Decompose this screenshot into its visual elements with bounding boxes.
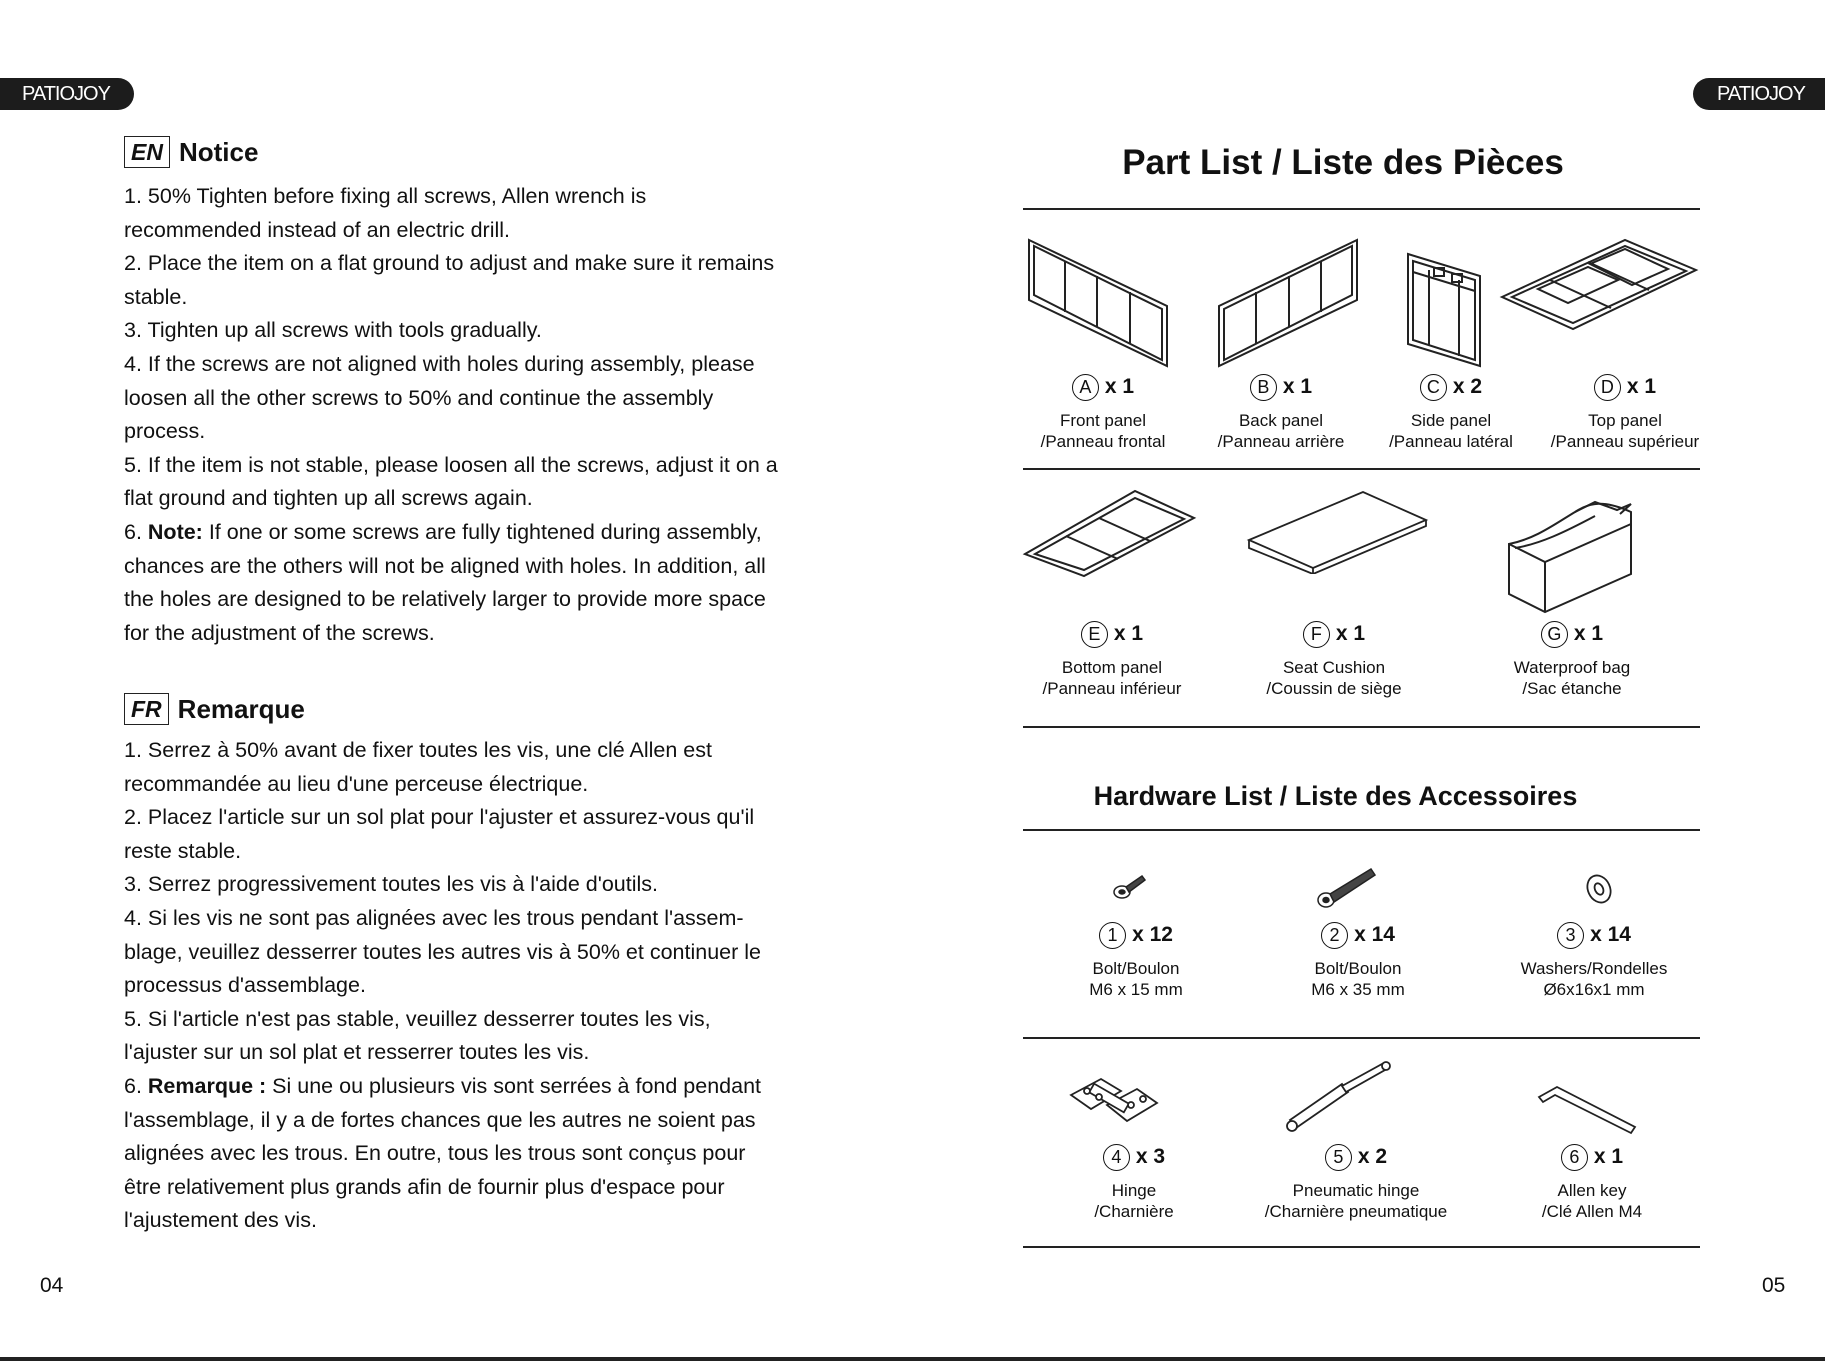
fr-note-prefix: 6. bbox=[124, 1073, 148, 1098]
en-line: for the adjustment of the screws. bbox=[124, 620, 435, 645]
part-item-f bbox=[1234, 619, 1434, 699]
hardware-qty: x 1 bbox=[1593, 1145, 1624, 1168]
part-letter-e: E bbox=[1081, 621, 1108, 648]
hardware-item-5 bbox=[1256, 1142, 1456, 1222]
hardware-qty: x 2 bbox=[1357, 1145, 1388, 1168]
hardware-spec: Ø6x16x1 mm bbox=[1543, 980, 1645, 999]
en-line: 1. 50% Tighten before fixing all screws, Allen wrench is bbox=[124, 184, 647, 208]
hardware-number-6: 6 bbox=[1561, 1144, 1588, 1171]
part-name-fr: /Sac étanche bbox=[1522, 679, 1622, 698]
divider bbox=[1023, 468, 1700, 470]
part-name-fr: /Panneau latéral bbox=[1389, 432, 1513, 451]
hardware-number-3: 3 bbox=[1557, 922, 1584, 949]
hardware-name: Hinge bbox=[1111, 1181, 1157, 1200]
hardware-spec: /Clé Allen M4 bbox=[1541, 1202, 1643, 1221]
fr-note-label: Remarque : bbox=[147, 1073, 267, 1098]
hardware-number-1: 1 bbox=[1099, 922, 1126, 949]
hardware-spec: /Charnière bbox=[1094, 1202, 1174, 1221]
en-note-prefix: 6. bbox=[124, 519, 148, 544]
fr-line: reste stable. bbox=[124, 838, 242, 863]
part-name-en: Front panel bbox=[1060, 411, 1146, 430]
side-panel-icon bbox=[1404, 250, 1484, 370]
part-letter-c: C bbox=[1420, 374, 1447, 401]
bottom-panel-icon bbox=[1022, 488, 1197, 578]
en-line: chances are the others will not be aligned with holes. In addition, all bbox=[124, 553, 766, 578]
en-line: flat ground and tighten up all screws again. bbox=[124, 486, 533, 511]
en-line: 5. If the item is not stable, please loosen all the screws, adjust it on a bbox=[124, 452, 778, 477]
en-line: loosen all the other screws to 50% and continue the assembly bbox=[124, 385, 714, 410]
fr-note-line bbox=[124, 1070, 824, 1104]
page-number-left: 04 bbox=[40, 1274, 64, 1297]
hinge-icon bbox=[1067, 1075, 1161, 1131]
part-name-fr: /Coussin de siège bbox=[1266, 679, 1402, 698]
fr-section-heading bbox=[124, 693, 305, 725]
fr-language-badge: FR bbox=[124, 693, 169, 725]
divider bbox=[1023, 1037, 1700, 1039]
part-letter-d: D bbox=[1594, 374, 1621, 401]
seat-cushion-icon bbox=[1245, 490, 1430, 574]
hardware-number-5: 5 bbox=[1325, 1144, 1352, 1171]
waterproof-bag-icon bbox=[1505, 494, 1635, 614]
hardware-number-2: 2 bbox=[1321, 922, 1348, 949]
part-name-fr: /Panneau inférieur bbox=[1042, 679, 1182, 698]
hardware-name: Pneumatic hinge bbox=[1292, 1181, 1420, 1200]
en-notice-text bbox=[124, 180, 824, 650]
part-qty: x 1 bbox=[1626, 375, 1657, 398]
part-name-en: Top panel bbox=[1588, 411, 1662, 430]
fr-note-first: Si une ou plusieurs vis sont serrées à fond pendant bbox=[266, 1073, 762, 1098]
hardware-qty: x 12 bbox=[1132, 923, 1173, 946]
washer-icon bbox=[1584, 872, 1614, 906]
hardware-list-title: Hardware List / Liste des Accessoires bbox=[1093, 781, 1578, 811]
hardware-name: Washers/Rondelles bbox=[1520, 959, 1668, 978]
fr-line: alignées avec les trous. En outre, tous les trous sont conçus pour bbox=[124, 1141, 746, 1166]
part-item-d bbox=[1525, 372, 1725, 452]
fr-line: blage, veuillez desserrer toutes les autres vis à 50% et continuer le bbox=[124, 939, 761, 964]
divider bbox=[1023, 208, 1700, 210]
hardware-qty: x 3 bbox=[1135, 1145, 1166, 1168]
part-qty: x 1 bbox=[1104, 375, 1135, 398]
hardware-qty: x 14 bbox=[1590, 923, 1631, 946]
part-name-fr: /Panneau arrière bbox=[1217, 432, 1345, 451]
en-line: the holes are designed to be relatively larger to provide more space bbox=[124, 587, 766, 612]
hardware-item-4 bbox=[1034, 1142, 1234, 1222]
en-line: stable. bbox=[124, 284, 188, 309]
hardware-item-6 bbox=[1492, 1142, 1692, 1222]
part-name-en: Back panel bbox=[1238, 411, 1324, 430]
hardware-item-1 bbox=[1036, 920, 1236, 1000]
hardware-name: Allen key bbox=[1557, 1181, 1627, 1200]
en-line: 3. Tighten up all screws with tools gradually. bbox=[124, 318, 542, 343]
divider bbox=[1023, 726, 1700, 728]
hardware-item-3 bbox=[1494, 920, 1694, 1000]
divider bbox=[1023, 1246, 1700, 1248]
back-panel-icon bbox=[1215, 236, 1361, 370]
divider bbox=[1023, 829, 1700, 831]
fr-line: 5. Si l'article n'est pas stable, veuillez desserrer toutes les vis, bbox=[124, 1006, 711, 1031]
en-line: 2. Place the item on a flat ground to adjust and make sure it remains bbox=[124, 251, 775, 276]
long-bolt-icon bbox=[1316, 866, 1378, 912]
hardware-spec: /Charnière pneumatique bbox=[1264, 1202, 1448, 1221]
fr-section-title: Remarque bbox=[177, 693, 305, 724]
allen-key-icon bbox=[1537, 1083, 1639, 1135]
front-panel-icon bbox=[1025, 236, 1171, 370]
fr-notice-text bbox=[124, 734, 824, 1238]
fr-line: 4. Si les vis ne sont pas alignées avec les trous pendant l'assem- bbox=[124, 905, 744, 930]
fr-line: l'ajustement des vis. bbox=[124, 1208, 317, 1233]
fr-line: processus d'assemblage. bbox=[124, 973, 366, 998]
part-qty: x 2 bbox=[1452, 375, 1483, 398]
part-name-fr: /Panneau supérieur bbox=[1550, 432, 1700, 451]
top-panel-icon bbox=[1498, 237, 1700, 337]
part-qty: x 1 bbox=[1573, 622, 1604, 645]
en-note-label: Note: bbox=[147, 519, 203, 544]
part-letter-g: G bbox=[1541, 621, 1568, 648]
en-section-title: Notice bbox=[178, 136, 259, 167]
part-item-a bbox=[1003, 372, 1203, 452]
part-letter-f: F bbox=[1303, 621, 1330, 648]
en-section-heading bbox=[124, 136, 258, 168]
part-name-en: Seat Cushion bbox=[1282, 658, 1386, 677]
part-letter-a: A bbox=[1072, 374, 1099, 401]
part-name-fr: /Panneau frontal bbox=[1040, 432, 1166, 451]
en-line: 4. If the screws are not aligned with holes during assembly, please bbox=[124, 351, 755, 376]
part-letter-b: B bbox=[1250, 374, 1277, 401]
fr-line: 2. Placez l'article sur un sol plat pour l'ajuster et assurez-vous qu'il bbox=[124, 805, 755, 830]
brand-logo-left: PATIOJOY bbox=[0, 78, 134, 110]
brand-logo-right: PATIOJOY bbox=[1693, 78, 1825, 110]
en-note-line bbox=[124, 516, 824, 550]
part-item-g bbox=[1472, 619, 1672, 699]
part-item-c bbox=[1351, 372, 1551, 452]
en-language-badge: EN bbox=[124, 136, 170, 168]
hardware-spec: M6 x 15 mm bbox=[1089, 980, 1183, 999]
fr-line: 1. Serrez à 50% avant de fixer toutes les vis, une clé Allen est bbox=[124, 738, 712, 762]
bottom-border bbox=[0, 1357, 1825, 1361]
fr-line: l'ajuster sur un sol plat et resserrer toutes les vis. bbox=[124, 1040, 590, 1065]
pneumatic-hinge-icon bbox=[1282, 1060, 1398, 1136]
en-line: process. bbox=[124, 419, 206, 444]
hardware-item-2 bbox=[1258, 920, 1458, 1000]
short-bolt-icon bbox=[1112, 870, 1148, 902]
hardware-spec: M6 x 35 mm bbox=[1311, 980, 1405, 999]
fr-line: être relativement plus grands afin de fournir plus d'espace pour bbox=[124, 1174, 725, 1199]
part-qty: x 1 bbox=[1282, 375, 1313, 398]
page-number-right: 05 bbox=[1762, 1274, 1786, 1297]
en-note-first: If one or some screws are fully tightened during assembly, bbox=[202, 519, 762, 544]
part-name-en: Waterproof bag bbox=[1513, 658, 1631, 677]
part-name-en: Side panel bbox=[1410, 411, 1492, 430]
hardware-qty: x 14 bbox=[1354, 923, 1395, 946]
fr-line: recommandée au lieu d'une perceuse électrique. bbox=[124, 771, 589, 796]
fr-line: l'assemblage, il y a de fortes chances que les autres ne soient pas bbox=[124, 1107, 756, 1132]
part-name-en: Bottom panel bbox=[1061, 658, 1163, 677]
hardware-number-4: 4 bbox=[1103, 1144, 1130, 1171]
part-item-e bbox=[1012, 619, 1212, 699]
part-qty: x 1 bbox=[1335, 622, 1366, 645]
en-line: recommended instead of an electric drill. bbox=[124, 217, 510, 242]
part-qty: x 1 bbox=[1113, 622, 1144, 645]
hardware-name: Bolt/Boulon bbox=[1314, 959, 1402, 978]
fr-line: 3. Serrez progressivement toutes les vis à l'aide d'outils. bbox=[124, 872, 659, 897]
hardware-name: Bolt/Boulon bbox=[1092, 959, 1180, 978]
part-list-title: Part List / Liste des Pièces bbox=[1122, 143, 1564, 182]
